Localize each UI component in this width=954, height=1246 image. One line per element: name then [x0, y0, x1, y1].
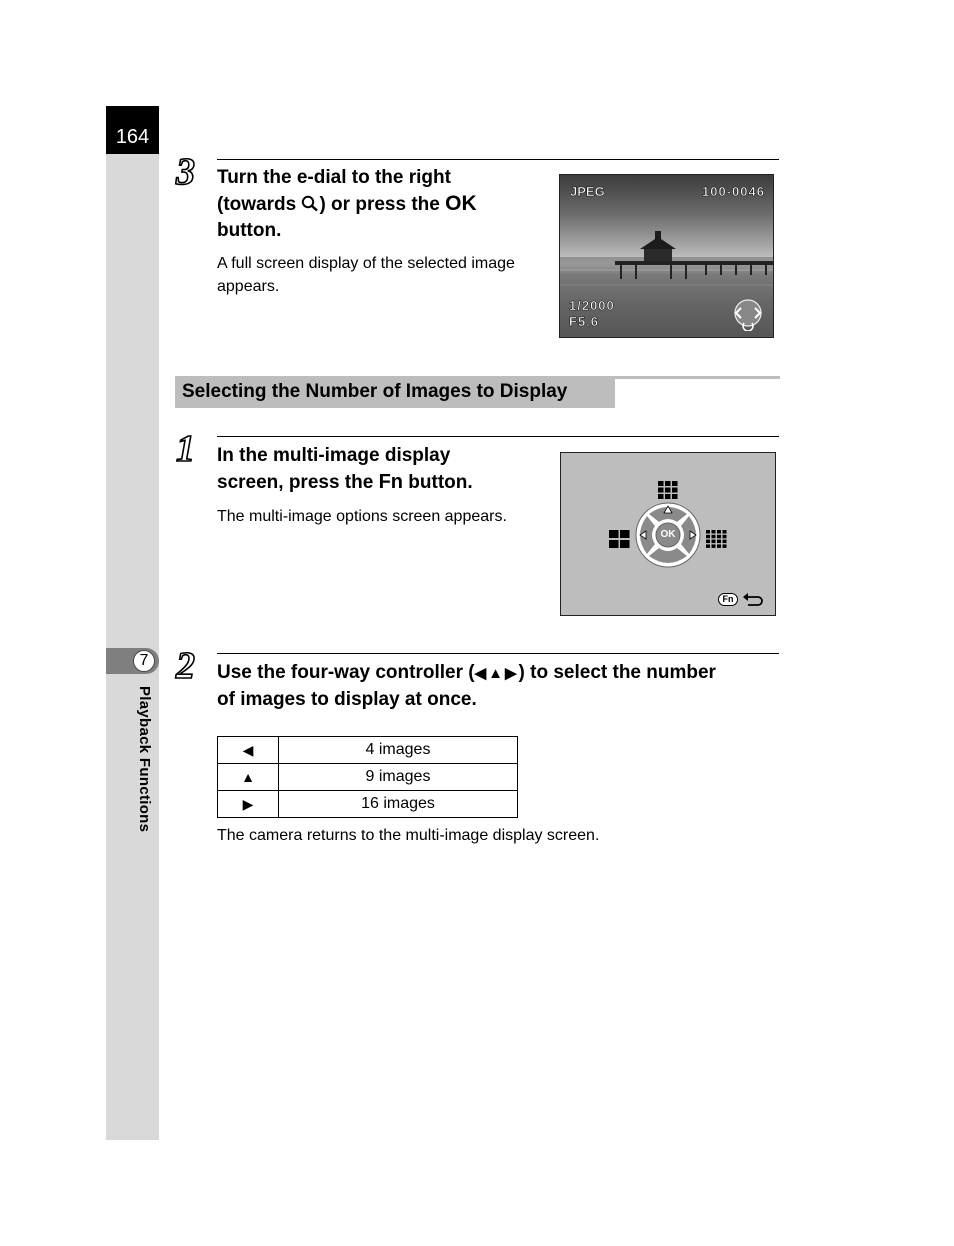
ok-button-label: OK: [660, 529, 676, 540]
image-format: JPEG: [570, 184, 605, 199]
step-1-rule: [217, 436, 779, 437]
section-title: Selecting the Number of Images to Display: [182, 381, 568, 402]
table-cell-count: 4 images: [279, 737, 518, 764]
table-row: [218, 791, 518, 818]
step-1-heading: [217, 443, 547, 496]
full-screen-display-image: [559, 174, 774, 338]
table-cell-count: 9 images: [279, 764, 518, 791]
chapter-title: Playback Functions: [136, 686, 153, 833]
step-1-heading-button: button.: [403, 472, 473, 493]
four-image-grid-icon: [609, 530, 630, 548]
shutter-speed: 1/2000: [569, 298, 615, 313]
step-1-heading-line-2: [217, 469, 547, 496]
table-row: [218, 764, 518, 791]
step-2-heading-line-2: of images to display at once.: [217, 689, 477, 710]
step-1-body: The multi-image options screen appears.: [217, 508, 507, 525]
image-count-table: [217, 736, 518, 818]
step-3-rule: [217, 159, 779, 160]
step-3-heading-line-1: Turn the e-dial to the right: [217, 167, 451, 188]
step-3-body: A full screen display of the selected image appears.: [217, 255, 515, 295]
table-cell-direction: ▲: [218, 764, 279, 791]
step-2-heading-pre: Use the four-way controller (: [217, 662, 475, 683]
step-3-heading: [217, 165, 547, 244]
nine-image-grid-icon: [658, 481, 678, 499]
step-3-heading-towards: (towards: [217, 194, 302, 215]
ok-button-glyph: OK: [445, 192, 477, 215]
step-2-footnote: The camera returns to the multi-image display screen.: [217, 827, 600, 844]
file-number: 100-0046: [702, 184, 765, 199]
return-arrow-icon: [742, 592, 764, 607]
table-cell-direction: ▶: [218, 791, 279, 818]
multi-image-options-screen: [560, 452, 776, 616]
controller-arrows-glyph: ◀▲▶: [474, 665, 519, 682]
step-3-number: 3: [176, 151, 195, 193]
aperture-value: F5.6: [569, 314, 600, 329]
step-3-heading-line-3: button.: [217, 220, 282, 241]
magnify-icon: [301, 195, 319, 212]
step-1-heading-press: screen, press the: [217, 472, 379, 493]
step-3-heading-line-2: [217, 191, 547, 218]
chapter-sidebar: [106, 106, 159, 1140]
table-row: [218, 737, 518, 764]
e-dial-icon: [730, 297, 766, 331]
step-2-number: 2: [176, 645, 195, 687]
page-number: 164: [115, 126, 150, 148]
fn-button-indicator: Fn: [718, 593, 738, 606]
table-cell-direction: ◀: [218, 737, 279, 764]
table-cell-count: 16 images: [279, 791, 518, 818]
step-2-rule: [217, 653, 779, 654]
step-1-heading-line-1: In the multi-image display: [217, 445, 451, 466]
step-2-heading-line-1: [217, 660, 779, 687]
sixteen-image-grid-icon: [706, 530, 727, 548]
step-2-heading-post: ) to select the number: [518, 662, 716, 683]
chapter-number: 7: [133, 650, 155, 672]
step-1-number: 1: [176, 428, 195, 470]
step-3-heading-press: ) or press the: [319, 194, 446, 215]
step-2-heading: [217, 660, 779, 713]
fn-button-glyph: Fn: [378, 471, 404, 493]
